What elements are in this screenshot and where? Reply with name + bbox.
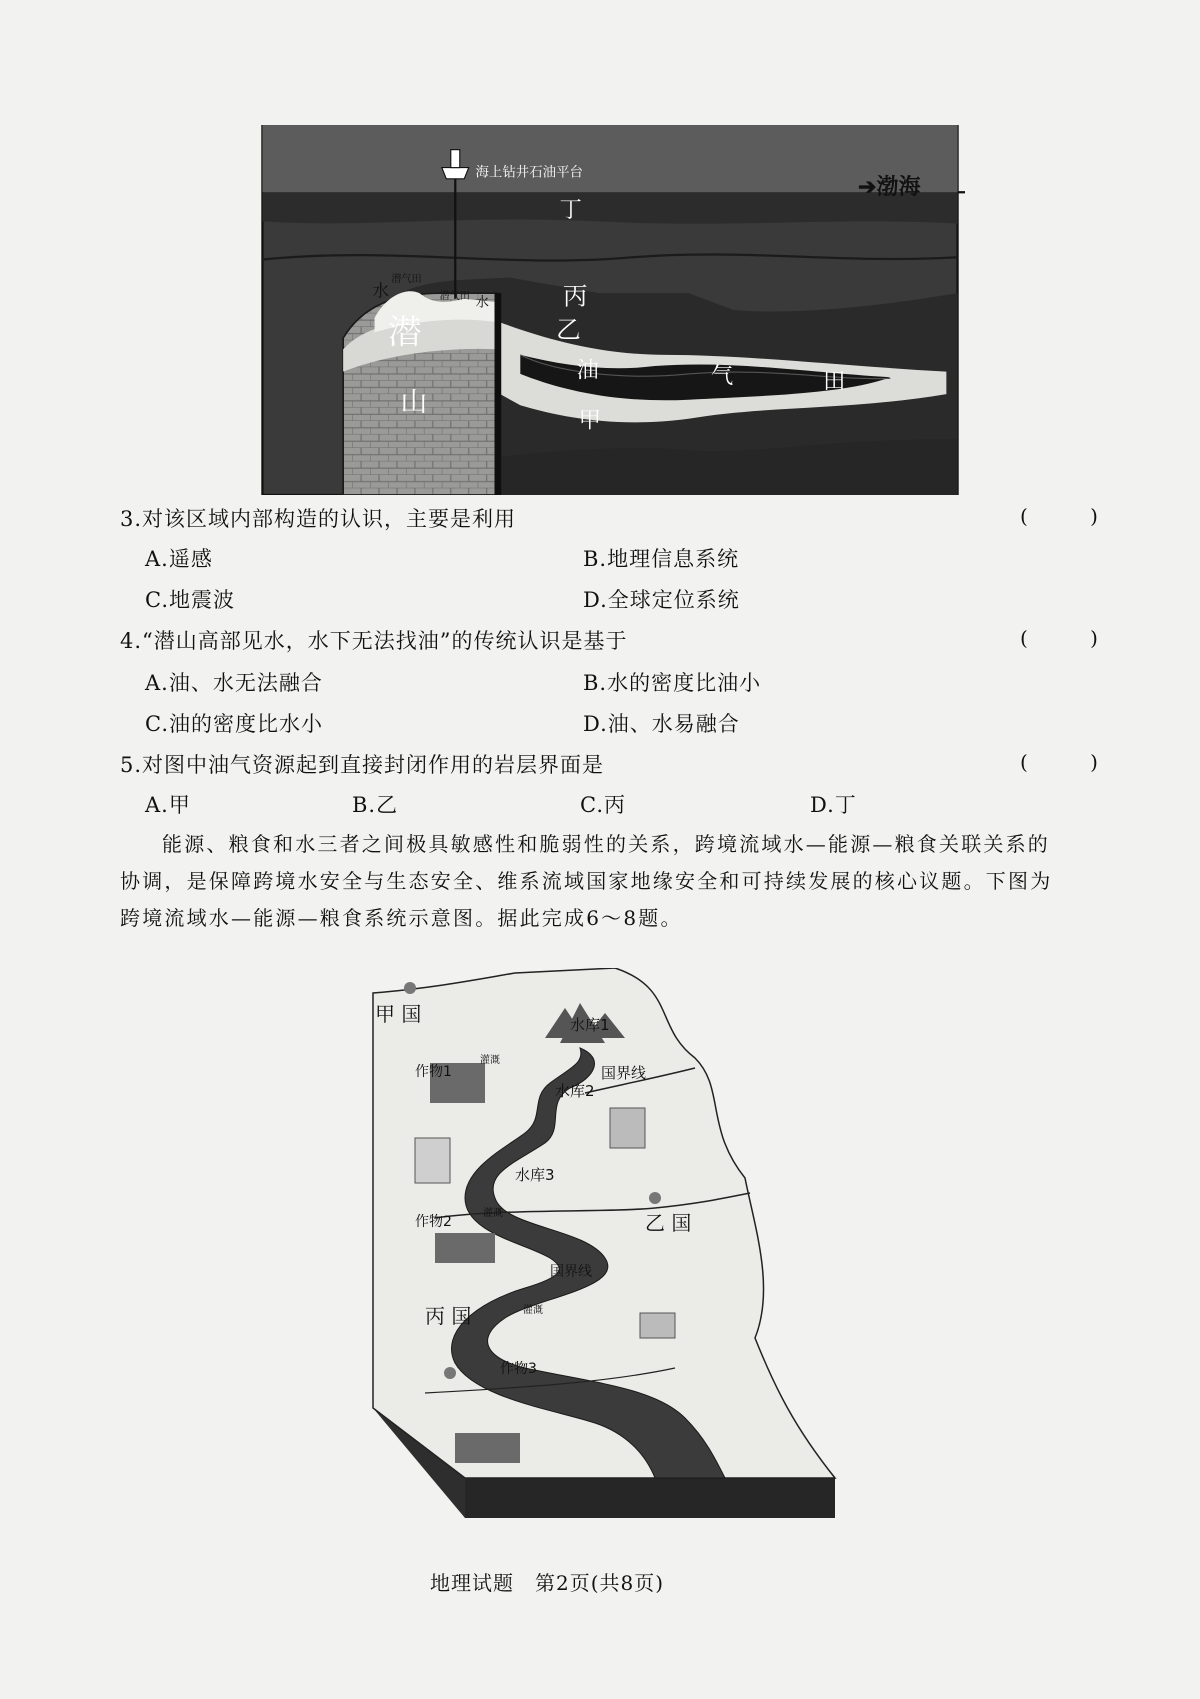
crop2-field-icon	[435, 1233, 495, 1263]
border-line-2-label: 国界线	[550, 1264, 592, 1280]
question-3-option-b[interactable]: B.地理信息系统	[583, 547, 740, 571]
people-icon	[404, 982, 416, 994]
factory-icon	[640, 1313, 675, 1338]
irrigation-3-label: 灌溉	[523, 1305, 543, 1316]
label-gas-cap-right: 潜气田	[439, 290, 470, 302]
label-shan: 山	[400, 386, 428, 418]
label-jia: 甲	[578, 407, 602, 434]
question-3-stem: 3.对该区域内部构造的认识，主要是利用	[120, 507, 517, 531]
question-3-option-c[interactable]: C.地震波	[145, 588, 235, 612]
passage-line-1: 能源、粮食和水三者之间极具敏感性和脆弱性的关系，跨境流域水—能源—粮食关联关系的	[162, 832, 1050, 856]
reservoir-1-label: 水库1	[570, 1016, 610, 1034]
question-4-answer-bracket[interactable]: ( )	[1020, 626, 1126, 650]
crop1-label: 作物1	[415, 1064, 452, 1080]
label-qian: 潜	[388, 312, 422, 352]
country-bing-label: 丙 国	[425, 1304, 472, 1328]
transboundary-basin-diagram	[355, 968, 855, 1523]
label-tian: 田	[823, 368, 846, 395]
passage-line-3: 跨境流域水—能源—粮食系统示意图。据此完成6～8题。	[120, 906, 683, 930]
label-gas-cap-left: 潜气田	[391, 273, 422, 285]
label-yi: 乙	[556, 315, 581, 345]
city-a-buildings-icon	[415, 1138, 450, 1183]
irrigation-2-label: 灌溉	[483, 1208, 503, 1219]
crop2-label: 作物2	[415, 1214, 452, 1230]
question-3-option-a[interactable]: A.遥感	[145, 547, 213, 571]
country-yi-label: 乙 国	[645, 1211, 692, 1235]
question-4-option-a[interactable]: A.油、水无法融合	[145, 671, 323, 695]
question-5-option-c[interactable]: C.丙	[580, 793, 626, 817]
arrow-right-icon: ➔	[858, 174, 877, 200]
label-water-left: 水	[372, 280, 390, 301]
label-ding: 丁	[559, 196, 582, 223]
question-5-stem: 5.对图中油气资源起到直接封闭作用的岩层界面是	[120, 753, 605, 777]
question-4-stem: 4.“潜山高部见水，水下无法找油”的传统认识是基于	[120, 629, 628, 653]
border-line-1-label: 国界线	[601, 1064, 647, 1082]
passage-line-2: 协调，是保障跨境水安全与生态安全、维系流域国家地缘安全和可持续发展的核心议题。下图为	[120, 869, 1053, 893]
city-b-buildings-icon	[610, 1108, 645, 1148]
reservoir-3-label: 水库3	[515, 1166, 555, 1184]
crop3-field-icon	[455, 1433, 520, 1463]
platform-label: 海上钻井石油平台	[475, 165, 583, 181]
question-5-option-b[interactable]: B.乙	[352, 793, 399, 817]
question-4-option-d[interactable]: D.油、水易融合	[583, 712, 740, 736]
reservoir-2-label: 水库2	[555, 1082, 595, 1100]
country-jia-label: 甲 国	[375, 1002, 422, 1026]
question-5-option-d[interactable]: D.丁	[810, 793, 857, 817]
label-qi: 气	[710, 362, 734, 389]
label-bing: 丙	[562, 281, 588, 311]
bohai-label-text: 渤海	[876, 174, 921, 200]
label-water-right: 水	[475, 295, 489, 311]
question-4-option-c[interactable]: C.油的密度比水小	[145, 712, 323, 736]
crop3-label: 作物3	[500, 1361, 537, 1377]
page-footer: 地理试题 第2页(共8页)	[430, 1571, 665, 1595]
question-4-option-b[interactable]: B.水的密度比油小	[583, 671, 762, 695]
label-you: 油	[576, 357, 599, 384]
question-3-option-d[interactable]: D.全球定位系统	[583, 588, 740, 612]
question-3-answer-bracket[interactable]: ( )	[1020, 504, 1126, 528]
question-5-answer-bracket[interactable]: ( )	[1020, 750, 1126, 774]
question-5-option-a[interactable]: A.甲	[145, 793, 191, 817]
irrigation-1-label: 灌溉	[480, 1055, 500, 1066]
bohai-sea-label	[858, 170, 920, 201]
